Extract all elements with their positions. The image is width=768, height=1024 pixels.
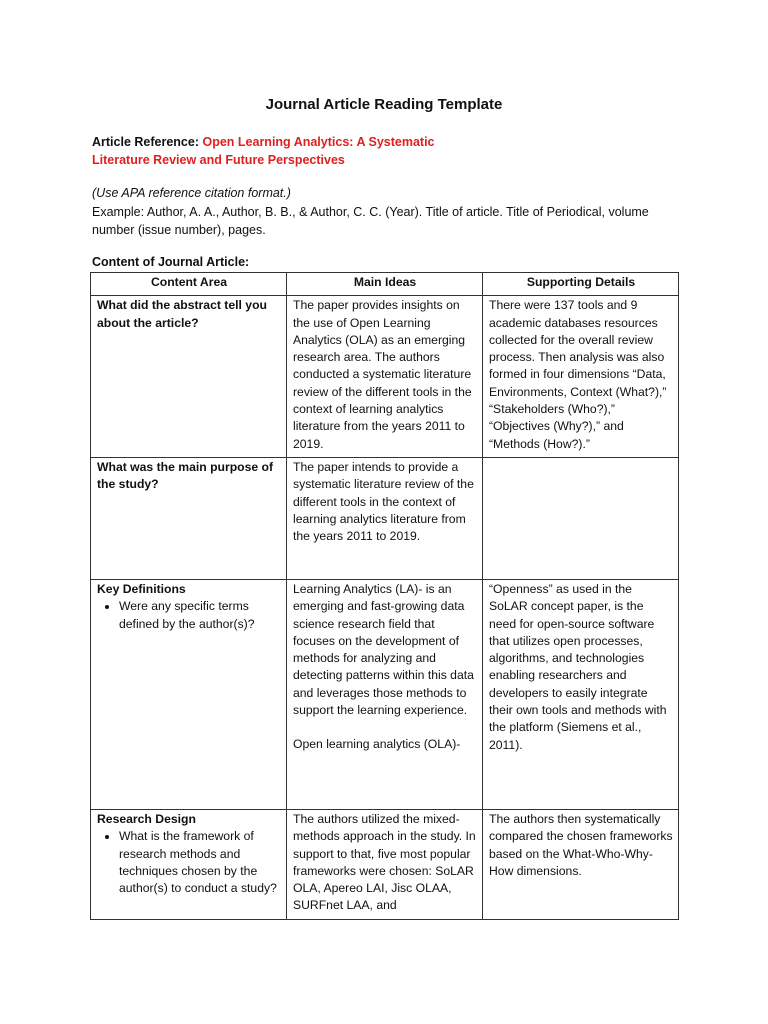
article-reference [92,133,682,169]
citation-example: Example: Author, A. A., Author, B. B., & Author, C. C. (Year). Title of article. Title of Periodical, volume number (issue number), pages. [92,205,649,237]
header-supporting-details: Supporting Details [483,273,679,296]
reference-label: Article Reference: [92,135,199,149]
bullet-item: • What is the framework of research methods and techniques chosen by the author(s) to conduct a study? [119,828,281,897]
reference-title-line1: Open Learning Analytics: A Systematic [202,135,435,149]
apa-note: (Use APA reference citation format.) [92,186,291,200]
supporting-details-cell: There were 137 tools and 9 academic databases resources collected for the overall review process. Then analysis was also formed in four dimensions “Data, Environments, Context (What?),” “Stakeholders (Who?),” “Objectives (Why?),” and “Methods (How?).” [483,296,679,458]
research-design-title: Research Design [97,811,196,826]
main-ideas-cell [287,579,483,809]
document-title: Journal Article Reading Template [265,96,503,113]
reference-title-line2: Literature Review and Future Perspectives [92,153,345,167]
supporting-details-cell: The authors then systematically compared the chosen frameworks based on the What-Who-Why-How dimensions. [483,809,679,919]
table-row [91,809,679,919]
supporting-details-cell: “Openness” as used in the SoLAR concept paper, is the need for open-source software that utilizes open processes, algorithms, and technologies enabling researchers and developers to easily integrate their own tools and methods with the platform (Siemens et al., 2011). [483,579,679,809]
table-row [91,579,679,809]
bullet-list [97,598,281,633]
reading-table [90,272,679,920]
ola-definition: Open learning analytics (OLA)- [293,737,461,752]
la-definition: Learning Analytics (LA)- is an emerging and fast-growing data science research field that focuses on the development of methods for analyzing and detecting patterns within this data and leverages those methods to support the learning experience. [293,581,474,718]
main-ideas-cell: The authors utilized the mixed-methods approach in the study. In support to that, five most popular frameworks were chosen: SoLAR OLA, Apereo LAI, Jisc OLAA, SURFnet LAA, and [287,809,483,919]
table-row [91,296,679,458]
main-ideas-cell: The paper provides insights on the use of Open Learning Analytics (OLA) as an emerging research area. The authors conducted a systematic literature review of the different tools in the context of learning analytics literature from the years 2011 to 2019. [287,296,483,458]
header-main-ideas: Main Ideas [287,273,483,296]
table-row [91,457,679,579]
content-label: Content of Journal Article: [92,255,250,269]
table-header-row [91,273,679,296]
key-definitions-title: Key Definitions [97,581,186,596]
bullet-list [97,828,281,897]
supporting-details-cell [483,457,679,579]
bullet-item: • Were any specific terms defined by the author(s)? [119,598,281,633]
main-ideas-cell: The paper intends to provide a systematic literature review of the different tools in the context of learning analytics literature from the years 2011 to 2019. [287,457,483,579]
content-area-cell [91,579,287,809]
content-area-cell: What was the main purpose of the study? [91,457,287,579]
header-content-area: Content Area [91,273,287,296]
content-area-cell: What did the abstract tell you about the article? [91,296,287,458]
content-area-cell [91,809,287,919]
